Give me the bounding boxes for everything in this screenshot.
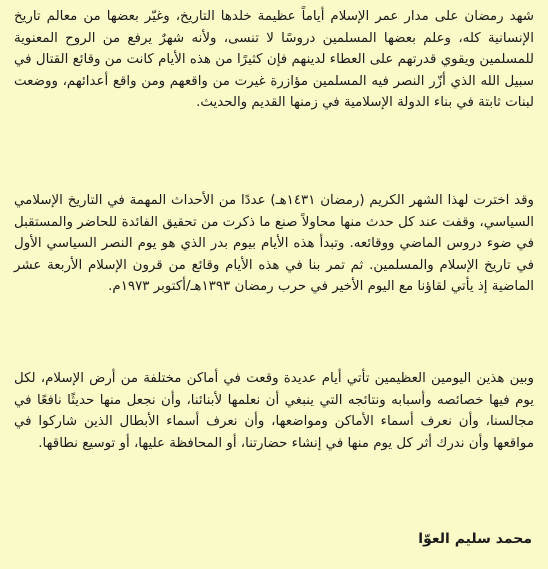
paragraph-selection: وقد اخترت لهذا الشهر الكريم (رمضان ١٤٣١هـ) عددًا من الأحداث المهمة في التاريخ الإسلامي السياسي، وقفت عند كل حدث منها محاولاً صنع ما ذكرت من تحقيق الفائدة للحاضر والمستقبل في ضوء دروس الماضي ووقائعه. وتبدأ هذه الأيام بيوم بدر الذي هو يوم النصر السياسي الأول في تاريخ الإسلام والمسلمين. ثم تمر بنا في هذه الأيام وقائع من قرون الإسلام الأربعة عشر الماضية إذ يأتي لقاؤنا مع اليوم الأخير في حرب رمضان ١٣٩٣هـ/أكتوبر ١٩٧٣م. [14, 193, 534, 295]
paragraph-between-days: وبين هذين اليومين العظيمين تأتي أيام عديدة وقعت في أماكن مختلفة من أرض الإسلام، لكل يوم فيها خصائصه وأسبابه ونتائجه التي ينبغي أن نعلمها لأبنائنا، وأن نجعل منها حديثًا نافعًا في مجالسنا، وأن نعرف أسماء الأماكن ومواضعها، وأن نعرف أسماء الأبطال الذين شاركوا في مواقعها وأن ندرك أثر كل يوم منها في إنشاء حضارتنا، أو المحافظة عليها، أو توسيع نطاقها. [14, 371, 534, 451]
paragraph-intro: شهد رمضان على مدار عمر الإسلام أياماً عظيمة خلدها التاريخ، وغيّر بعضها من معالم تاريخ الإنسانية كله، وعلم بعضها المسلمين دروسًا لا تنسى، ولأنه شهرٌ يرفع من الروح المعنوية للمسلمين ويقوي قدرتهم على العطاء لدينهم فإن كثيرًا من هذه الأيام كانت من وقائع القتال في سبيل الله الذي أزّر النصر فيه المسلمين مؤازرة غيرت من واقعهم ومن واقع أعدائهم، ووضعت لبنات ثابتة في بناء الدولة الإسلامية في زمنها القديم والحديث. [14, 9, 534, 111]
author-signature: محمد سليم العوّا [418, 531, 532, 547]
